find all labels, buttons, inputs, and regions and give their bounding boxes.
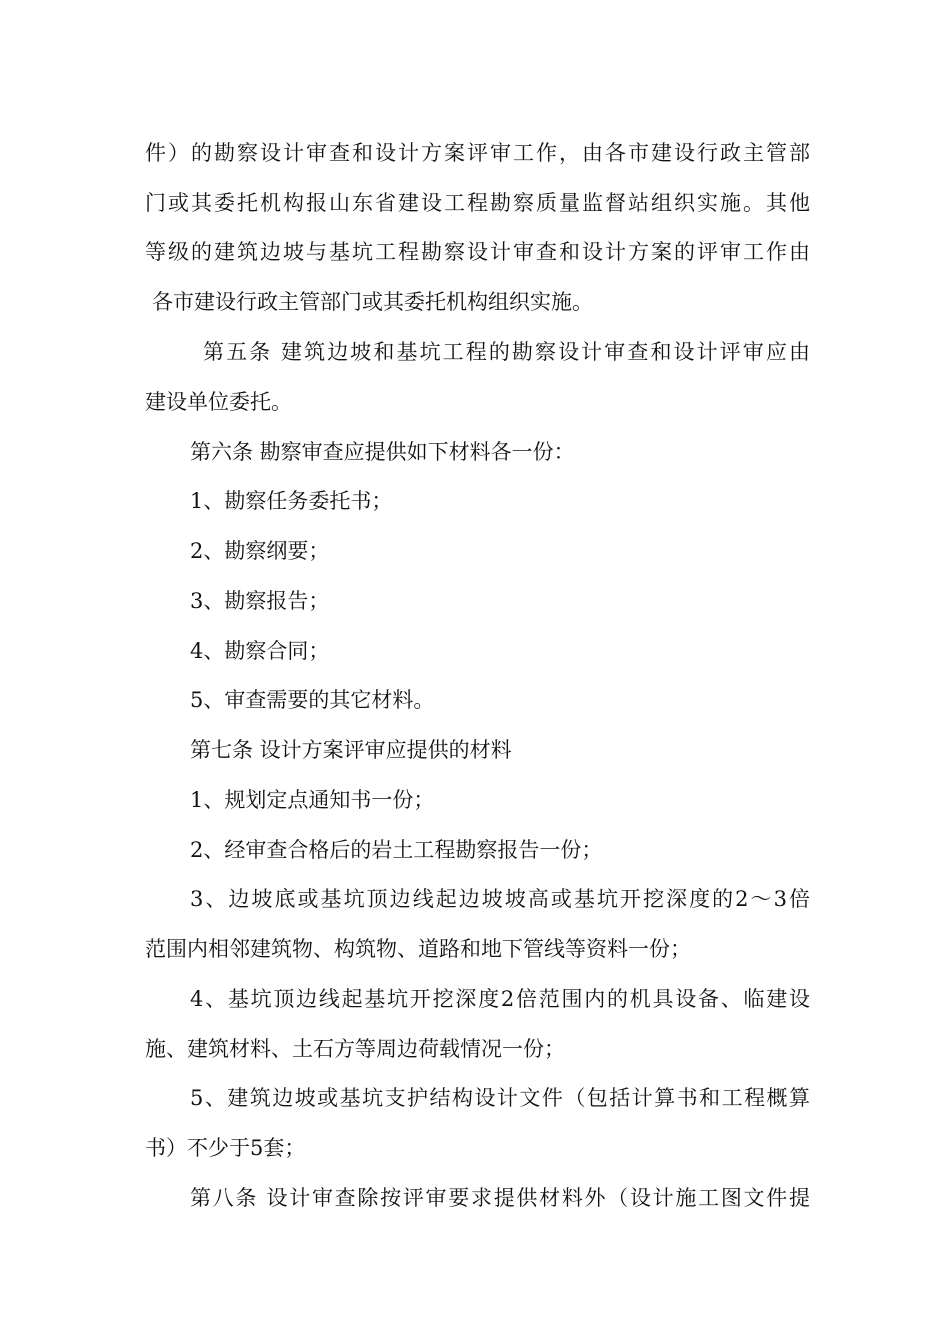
paragraph-line: 门或其委托机构报山东省建设工程勘察质量监督站组织实施。其他 (145, 191, 810, 215)
paragraph-line: 等级的建筑边坡与基坑工程勘察设计审查和设计方案的评审工作由 (145, 240, 810, 264)
list-item: 5、建筑边坡或基坑支护结构设计文件（包括计算书和工程概算 (190, 1086, 810, 1110)
list-item: 2、经审查合格后的岩土工程勘察报告一份； (190, 838, 603, 862)
list-item: 4、基坑顶边线起基坑开挖深度2倍范围内的机具设备、临建设 (190, 987, 810, 1011)
article-heading-line: 第五条 建筑边坡和基坑工程的勘察设计审查和设计评审应由 (203, 340, 810, 364)
paragraph-line: 施、建筑材料、土石方等周边荷载情况一份； (145, 1037, 565, 1061)
list-item: 2、勘察纲要； (190, 539, 330, 563)
list-item: 1、规划定点通知书一份； (190, 788, 435, 812)
list-item: 3、边坡底或基坑顶边线起边坡坡高或基坑开挖深度的2～3倍 (190, 887, 810, 911)
list-item: 5、审查需要的其它材料。 (190, 688, 435, 712)
article-heading-line: 第六条 勘察审查应提供如下材料各一份： (190, 440, 575, 464)
article-heading-line: 第八条 设计审查除按评审要求提供材料外（设计施工图文件提 (190, 1186, 810, 1210)
article-heading-line: 第七条 设计方案评审应提供的材料 (190, 738, 512, 762)
list-item: 3、勘察报告； (190, 589, 330, 613)
paragraph-line: 件）的勘察设计审查和设计方案评审工作，由各市建设行政主管部 (145, 141, 810, 165)
list-item: 4、勘察合同； (190, 639, 330, 663)
paragraph-line: 建设单位委托。 (145, 390, 292, 414)
paragraph-line: 范围内相邻建筑物、构筑物、道路和地下管线等资料一份； (145, 937, 691, 961)
paragraph-line: 书）不少于5套； (145, 1136, 306, 1160)
list-item: 1、勘察任务委托书； (190, 489, 393, 513)
paragraph-line: 各市建设行政主管部门或其委托机构组织实施。 (152, 290, 593, 314)
